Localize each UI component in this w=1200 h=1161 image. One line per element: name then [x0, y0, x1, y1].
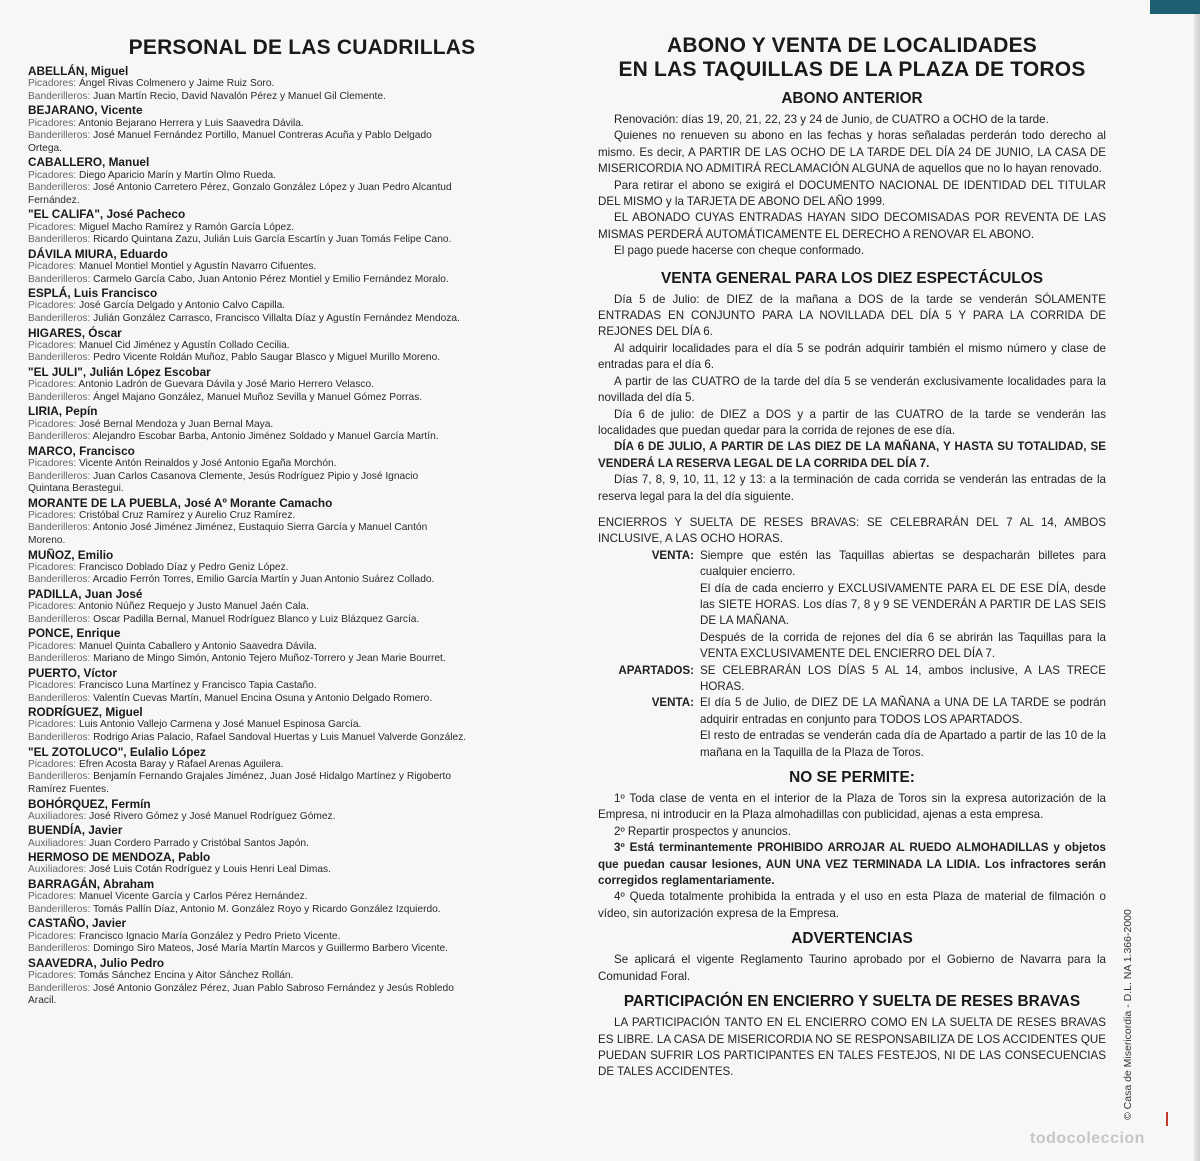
advertencias-heading: ADVERTENCIAS — [791, 930, 913, 948]
member-names: Juan Cordero Parrado y Cristóbal Santos Japón. — [89, 837, 309, 849]
torero-name: MUÑOZ, Emilio — [28, 547, 114, 562]
cuadrilla-line — [28, 864, 576, 877]
apartados-row — [598, 663, 1106, 696]
role-label: Picadores: — [28, 930, 77, 942]
venta-label: VENTA: — [651, 548, 694, 562]
venta-p5: DÍA 6 DE JULIO, A PARTIR DE LAS DIEZ DE LA MAÑANA, Y HASTA SU TOTALIDAD, SE VENDERÁ LA RESERVA LEGAL DE LA CORRIDA DEL DÍA 7. — [598, 440, 1106, 470]
role-label: Picadores: — [28, 509, 77, 521]
cuadrilla-line — [28, 680, 576, 693]
role-label: Picadores: — [28, 117, 77, 129]
torero-name: SAAVEDRA, Julio Pedro — [28, 955, 165, 970]
cuadrilla-line — [28, 431, 576, 444]
member-names: Ricardo Quintana Zazu, Julián Luis García Escartín y Juan Tomás Felipe Cano. — [93, 234, 452, 246]
cuadrilla-line — [28, 732, 576, 745]
cuadrilla-line — [28, 392, 576, 405]
role-label: Picadores: — [28, 561, 77, 573]
watermark-text: todocoleccion — [1030, 1130, 1145, 1147]
nopermite-p1: 1º Toda clase de venta en el interior de la Plaza de Toros sin la expresa autorización de la Empresa, ni introducir en la Plaza almohadillas con publicidad, ajenas a esta empresa. — [598, 792, 1106, 822]
member-names: José Antonio González Pérez, Juan Pablo Sabroso Fernández y Jesús Robledo — [93, 982, 454, 994]
role-label: Banderilleros: — [28, 312, 91, 324]
torero-name: ESPLÁ, Luis Francisco — [28, 286, 158, 301]
cuadrilla-entry — [28, 745, 576, 797]
cuadrilla-line — [28, 195, 576, 208]
member-names: Ángel Rivas Colmenero y Jaime Ruiz Soro. — [78, 78, 275, 90]
venta-p3: A partir de las CUATRO de la tarde del día 5 se venderán exclusivamente localidades para la novillada del día 5. — [598, 374, 1106, 405]
member-names: Tomás Pallín Díaz, Antonio M. González Royo y Ricardo González Izquierdo. — [92, 903, 441, 915]
cuadrilla-entry — [28, 850, 576, 877]
apartados-text: SE CELEBRARÁN LOS DÍAS 5 AL 14, ambos inclusive, A LAS TRECE HORAS. — [700, 663, 1106, 693]
cuadrilla-entry — [28, 797, 576, 824]
cuadrilla-line — [28, 300, 576, 313]
left-title: PERSONAL DE LAS CUADRILLAS — [128, 36, 476, 59]
member-names: Manuel Vicente García y Carlos Pérez Hernández. — [78, 891, 308, 903]
cuadrilla-line — [28, 614, 576, 627]
member-names: Diego Aparicio Marín y Martín Olmo Rueda. — [78, 169, 277, 181]
torero-name: CASTAÑO, Javier — [28, 916, 127, 931]
nopermite-p4: 4º Queda totalmente prohibida la entrada y el uso en esta Plaza de material de filmación o vídeo, sin autorización expresa de la Empresa. — [598, 890, 1106, 920]
cuadrilla-line — [28, 759, 576, 772]
member-names: Valentín Cuevas Martín, Manuel Encina Osuna y Antonio Delgado Romero. — [93, 692, 433, 704]
torero-name: "EL CALIFA", José Pacheco — [28, 207, 186, 222]
abono-p5: El pago puede hacerse con cheque conformado. — [614, 244, 865, 258]
role-label: Banderilleros: — [28, 431, 91, 443]
abono-p4: EL ABONADO CUYAS ENTRADAS HAYAN SIDO DECOMISADAS POR REVENTA DE LAS MISMAS PERDERÁ AUTOMÁTICAMENTE EL DERECHO A RENOVAR EL ABONO. — [598, 211, 1106, 241]
cuadrilla-line — [28, 234, 576, 247]
cuadrilla-line — [28, 943, 576, 956]
role-label: Banderilleros: — [28, 391, 91, 403]
role-label: Banderilleros: — [28, 470, 91, 482]
role-label: Picadores: — [28, 260, 77, 272]
role-label: Banderilleros: — [28, 613, 91, 625]
cuadrilla-entry — [28, 877, 576, 916]
venta-p1: Día 5 de Julio: de DIEZ de la mañana a DOS de la tarde se venderán SÓLAMENTE ENTRADAS EN CONJUNTO PARA LA NOVILLADA DEL DÍA 5 Y PARA LA CORRIDA DE REJONES DEL DÍA 6. — [598, 292, 1106, 339]
cuadrilla-line — [28, 78, 576, 91]
role-label: Picadores: — [28, 758, 77, 770]
role-label: Picadores: — [28, 379, 77, 391]
cuadrilla-entry — [28, 916, 576, 955]
cuadrilla-line — [28, 653, 576, 666]
encierros-venta-3: Después de la corrida de rejones del día 6 se abrirán las Taquillas para la VENTA EXCLUSIVAMENTE DEL ENCIERRO DEL DÍA 7. — [700, 630, 1106, 661]
role-label: Picadores: — [28, 719, 77, 731]
role-label: Picadores: — [28, 969, 77, 981]
role-label: Banderilleros: — [28, 692, 91, 704]
member-names: Julián González Carrasco, Francisco Villalta Díaz y Agustín Fernández Mendoza. — [93, 312, 460, 324]
torero-name: BARRAGÁN, Abraham — [28, 877, 155, 891]
role-label: Banderilleros: — [28, 234, 91, 246]
cuadrilla-line — [28, 811, 576, 824]
member-names: Pedro Vicente Roldán Muñoz, Pablo Saugar Blasco y Miguel Murillo Moreno. — [93, 352, 441, 364]
member-names: Carmelo García Cabo, Juan Antonio Pérez Montiel y Emilio Fernández Moralo. — [93, 273, 449, 285]
member-names: Manuel Quinta Caballero y Antonio Saavedra Dávila. — [78, 640, 317, 652]
role-label: Banderilleros: — [28, 522, 91, 534]
cuadrilla-entry — [28, 103, 576, 155]
cuadrilla-line — [28, 771, 576, 784]
role-label: Picadores: — [28, 221, 77, 233]
right-title — [598, 34, 1106, 82]
member-names: José Manuel Fernández Portillo, Manuel Contreras Acuña y Pablo Delgado — [93, 130, 432, 142]
member-names: Domingo Siro Mateos, José María Martín Marcos y Guillermo Barbero Vicente. — [93, 943, 448, 955]
member-names: Francisco Doblado Díaz y Pedro Geniz López. — [78, 561, 289, 573]
member-names: Mariano de Mingo Simón, Antonio Tejero Muñoz-Torrero y Jean Marie Bourret. — [93, 653, 446, 665]
cuadrilla-line — [28, 931, 576, 944]
nopermite-p3: 3º Está terminantemente PROHIBIDO ARROJAR AL RUEDO ALMOHADILLAS y objetos que puedan causar lesiones, AUN UNA VEZ TERMINADA LA LIDIA. Los infractores serán corregidos reglamentariamente. — [598, 841, 1106, 888]
encierros-venta-2: El día de cada encierro y EXCLUSIVAMENTE PARA EL DE ESE DÍA, desde las SIETE HORAS. Los días 7, 8 y 9 SE VENDERÁN A PARTIR DE LAS SEIS DE LA MAÑANA. — [700, 581, 1106, 628]
cuadrilla-line — [28, 340, 576, 353]
cuadrilla-entry — [28, 286, 576, 325]
member-names: Miguel Macho Ramírez y Ramón García López. — [78, 221, 295, 233]
cuadrilla-line — [28, 838, 576, 851]
cuadrilla-line — [28, 91, 576, 104]
role-label: Banderilleros: — [28, 90, 91, 102]
cuadrilla-line — [28, 143, 576, 156]
member-names: Francisco Ignacio María González y Pedro Prieto Vicente. — [78, 930, 341, 942]
role-label: Banderilleros: — [28, 903, 91, 915]
role-label: Banderilleros: — [28, 982, 91, 994]
role-label: Auxiliadores: — [28, 837, 87, 849]
torero-name: BEJARANO, Vicente — [28, 103, 143, 118]
cuadrilla-line — [28, 352, 576, 365]
nopermite-heading: NO SE PERMITE: — [789, 769, 915, 787]
abono-p1: Renovación: días 19, 20, 21, 22, 23 y 24 de Junio, de CUATRO a OCHO de la tarde. — [614, 113, 1049, 126]
encierros-venta-row — [598, 548, 1106, 663]
cuadrilla-entry — [28, 705, 576, 744]
cuadrilla-line — [28, 118, 576, 131]
role-label: Picadores: — [28, 418, 77, 430]
role-label: Picadores: — [28, 601, 77, 613]
torero-name: PONCE, Enrique — [28, 626, 121, 641]
member-names: Juan Carlos Casanova Clemente, Jesús Rodríguez Pipio y José Ignacio — [93, 470, 419, 482]
right-title-line-2: EN LAS TAQUILLAS DE LA PLAZA DE TOROS — [618, 58, 1086, 81]
role-label: Banderilleros: — [28, 771, 91, 783]
red-mark — [1166, 1112, 1168, 1126]
cuadrilla-line — [28, 693, 576, 706]
cuadrilla-line — [28, 784, 576, 797]
venta-p6: Días 7, 8, 9, 10, 11, 12 y 13: a la terminación de cada corrida se venderán las entradas de la reserva legal para la del día siguiente. — [598, 473, 1106, 503]
cuadrilla-line — [28, 904, 576, 917]
role-label: Banderilleros: — [28, 182, 91, 194]
right-column — [598, 28, 1106, 1081]
role-label: Auxiliadores: — [28, 864, 87, 876]
cuadrilla-entry — [28, 326, 576, 365]
cuadrilla-entry — [28, 404, 576, 443]
cuadrilla-line — [28, 130, 576, 143]
cuadrilla-entry — [28, 626, 576, 665]
cuadrilla-entry — [28, 207, 576, 246]
member-names: Oscar Padilla Bernal, Manuel Rodríguez Blanco y Luiz Blázquez García. — [93, 613, 420, 625]
torero-name: RODRÍGUEZ, Miguel — [28, 705, 143, 720]
torero-name: BOHÓRQUEZ, Fermín — [28, 796, 151, 811]
member-names: Rodrigo Arias Palacio, Rafael Sandoval Huertas y Luis Manuel Valverde González. — [93, 732, 467, 744]
participacion-heading: PARTICIPACIÓN EN ENCIERRO Y SUELTA DE RESES BRAVAS — [623, 993, 1081, 1011]
role-label: Auxiliadores: — [28, 810, 87, 822]
abono-p2: Quienes no renueven su abono en las fechas y horas señaladas perderán todo derecho al mismo. Es decir, A PARTIR DE LAS OCHO DE LA TARDE DEL DÍA 24 DE JUNIO, LA CASA DE MISERICORDIA NO ADMITIRÁ RECLAMACIÓN ALGUNA de aquellos que no lo hayan renovado. — [598, 129, 1106, 176]
member-names: Ramírez Fuentes. — [28, 784, 109, 796]
apartados-venta-2: El resto de entradas se venderán cada día de Apartado a partir de las 10 de la mañana en la Taquilla de la Plaza de Toros. — [700, 729, 1106, 759]
cuadrilla-entry — [28, 155, 576, 207]
member-names: Vicente Antón Reinaldos y José Antonio Egaña Morchón. — [78, 457, 337, 469]
apartados-venta-1: El día 5 de Julio, de DIEZ DE LA MAÑANA a UNA DE LA TARDE se podrán adquirir entradas en conjunto para TODOS LOS APARTADOS. — [700, 696, 1106, 726]
apartados-label: APARTADOS: — [618, 663, 694, 677]
role-label: Banderilleros: — [28, 273, 91, 285]
member-names: Ángel Majano González, Manuel Muñoz Sevilla y Manuel Gómez Porras. — [93, 391, 423, 403]
torero-name: HERMOSO DE MENDOZA, Pablo — [28, 850, 211, 865]
nopermite-p2: 2º Repartir prospectos y anuncios. — [614, 824, 791, 838]
role-label: Picadores: — [28, 78, 77, 90]
cuadrilla-line — [28, 574, 576, 587]
member-names: Arcadio Ferrón Torres, Emilio García Martín y Juan Antonio Suárez Collado. — [92, 574, 435, 586]
member-names: Tomás Sánchez Encina y Aitor Sánchez Rollán. — [78, 969, 294, 981]
member-names: José Antonio Carretero Pérez, Gonzalo González López y Juan Pedro Alcantud — [93, 182, 452, 194]
cuadrilla-line — [28, 274, 576, 287]
cuadrilla-line — [28, 222, 576, 235]
cuadrilla-entry — [28, 247, 576, 286]
member-names: José García Delgado y Antonio Calvo Capilla. — [78, 300, 286, 312]
cuadrilla-entry — [28, 64, 576, 103]
role-label: Banderilleros: — [28, 943, 91, 955]
cuadrilla-line — [28, 419, 576, 432]
cuadrilla-line — [28, 261, 576, 274]
cuadrilla-entry — [28, 496, 576, 548]
cuadrilla-entry — [28, 823, 576, 850]
advertencias-p1: Se aplicará el vigente Reglamento Taurino aprobado por el Gobierno de Navarra para la Comunidad Foral. — [598, 953, 1106, 983]
cuadrilla-line — [28, 535, 576, 548]
corner-tab — [1150, 0, 1200, 14]
role-label: Banderilleros: — [28, 732, 91, 744]
role-label: Picadores: — [28, 680, 77, 692]
member-names: Antonio Bejarano Herrera y Luis Saavedra Dávila. — [78, 117, 304, 129]
role-label: Banderilleros: — [28, 574, 91, 586]
role-label: Picadores: — [28, 300, 77, 312]
member-names: José Rivero Gómez y José Manuel Rodríguez Gómez. — [89, 810, 336, 822]
cuadrilla-line — [28, 641, 576, 654]
cuadrilla-line — [28, 182, 576, 195]
participacion-p1: LA PARTICIPACIÓN TANTO EN EL ENCIERRO COMO EN LA SUELTA DE RESES BRAVAS ES LIBRE. LA CASA DE MISERICORDIA NO SE RESPONSABILIZA DE LOS ACCIDENTES QUE PUEDAN SUFRIR LOS PARTICIPANTES EN TALES FESTEJOS, NI DE LAS CONSECUENCIAS DE TALES ACCIDENTES. — [598, 1016, 1106, 1079]
cuadrilla-line — [28, 970, 576, 983]
abono-heading: ABONO ANTERIOR — [781, 90, 923, 107]
venta-p2: Al adquirir localidades para el día 5 se podrán adquirir también el mismo número y clase de entradas para el día 6. — [598, 341, 1106, 372]
role-label: Banderilleros: — [28, 352, 91, 364]
encierros-lead: ENCIERROS Y SUELTA DE RESES BRAVAS: SE CELEBRARÁN DEL 7 AL 14, AMBOS INCLUSIVE, A LAS OCHO HORAS. — [598, 515, 1106, 546]
torero-name: HIGARES, Óscar — [28, 325, 122, 340]
venta-label-2: VENTA: — [651, 696, 694, 710]
member-names: Cristóbal Cruz Ramírez y Aurelio Cruz Ramírez. — [78, 509, 296, 521]
venta-heading: VENTA GENERAL PARA LOS DIEZ ESPECTÁCULOS — [661, 269, 1043, 287]
role-label: Banderilleros: — [28, 653, 91, 665]
apartados-venta-row — [598, 695, 1106, 761]
torero-name: ABELLÁN, Miguel — [28, 64, 129, 78]
role-label: Picadores: — [28, 169, 77, 181]
legal-deposit-text: © Casa de Misericordia - D.L. NA 1.366-2000 — [1122, 909, 1134, 1120]
member-names: Aracil. — [28, 995, 57, 1007]
member-names: Alejandro Escobar Barba, Antonio Jiménez Soldado y Manuel García Martín. — [92, 431, 439, 443]
role-label: Picadores: — [28, 457, 77, 469]
cuadrilla-line — [28, 379, 576, 392]
member-names: Luis Antonio Vallejo Carmena y José Manuel Espinosa García. — [78, 719, 362, 731]
member-names: Antonio Núñez Requejo y Justo Manuel Jaén Cala. — [78, 601, 309, 613]
member-names: Quintana Berastegui. — [28, 483, 124, 495]
cuadrilla-line — [28, 471, 576, 484]
torero-name: LIRIA, Pepín — [28, 404, 98, 419]
cuadrilla-line — [28, 510, 576, 523]
member-names: Benjamín Fernando Grajales Jiménez, Juan José Hidalgo Martínez y Rigoberto — [93, 771, 452, 783]
torero-name: BUENDÍA, Javier — [28, 823, 123, 838]
cuadrilla-line — [28, 719, 576, 732]
cuadrilla-line — [28, 458, 576, 471]
cuadrilla-entry — [28, 666, 576, 705]
cuadrilla-entry — [28, 365, 576, 404]
cuadrilla-line — [28, 995, 576, 1008]
torero-name: DÁVILA MIURA, Eduardo — [28, 246, 168, 261]
member-names: Juan Martín Recio, David Navalón Pérez y Manuel Gil Clemente. — [93, 90, 386, 102]
cuadrilla-line — [28, 483, 576, 496]
member-names: Efren Acosta Baray y Rafael Arenas Aguilera. — [78, 758, 284, 770]
right-title-line-1: ABONO Y VENTA DE LOCALIDADES — [666, 34, 1038, 57]
role-label: Picadores: — [28, 891, 77, 903]
page-edge — [1194, 0, 1200, 1161]
cuadrilla-line — [28, 170, 576, 183]
member-names: José Bernal Mendoza y Juan Bernal Maya. — [78, 418, 274, 430]
torero-name: PUERTO, Víctor — [28, 665, 117, 680]
member-names: Ortega. — [28, 142, 62, 154]
member-names: Moreno. — [28, 535, 66, 547]
torero-name: MORANTE DE LA PUEBLA, José Aº Morante Camacho — [28, 495, 333, 510]
torero-name: MARCO, Francisco — [28, 443, 135, 458]
left-column — [28, 28, 576, 1008]
torero-name: PADILLA, Juan José — [28, 587, 143, 602]
member-names: Manuel Montiel Montiel y Agustín Navarro Cifuentes. — [78, 260, 317, 272]
member-names: Francisco Luna Martínez y Francisco Tapia Castaño. — [78, 680, 317, 692]
cuadrilla-line — [28, 562, 576, 575]
member-names: Fernández. — [28, 194, 80, 206]
encierros-section — [598, 515, 1106, 761]
cuadrilla-line — [28, 313, 576, 326]
cuadrilla-entry — [28, 444, 576, 496]
torero-name: "EL JULI", Julián López Escobar — [28, 364, 211, 379]
torero-name: CABALLERO, Manuel — [28, 155, 150, 170]
cuadrilla-line — [28, 522, 576, 535]
cuadrilla-entry — [28, 956, 576, 1008]
venta-p4: Día 6 de julio: de DIEZ a DOS y a partir de las CUATRO de la tarde se venderán las localidades que puedan quedar para la corrida de rejones de ese día. — [598, 407, 1106, 437]
cuadrilla-entry — [28, 548, 576, 587]
encierros-venta-1: Siempre que estén las Taquillas abiertas se despacharán billetes para cualquier encierro. — [700, 548, 1106, 579]
member-names: Antonio Ladrón de Guevara Dávila y José Mario Herrero Velasco. — [78, 379, 375, 391]
cuadrilla-line — [28, 983, 576, 996]
abono-p3: Para retirar el abono se exigirá el DOCUMENTO NACIONAL DE IDENTIDAD DEL TITULAR DEL MISMO y la TARJETA DE ABONO DEL AÑO 1999. — [598, 178, 1106, 209]
cuadrilla-entry — [28, 587, 576, 626]
torero-name: "EL ZOTOLUCO", Eulalio López — [28, 744, 206, 759]
role-label: Banderilleros: — [28, 130, 91, 142]
role-label: Picadores: — [28, 640, 77, 652]
member-names: Manuel Cid Jiménez y Agustín Collado Cecilia. — [78, 339, 290, 351]
cuadrillas-list — [28, 64, 576, 1008]
member-names: Antonio José Jiménez Jiménez, Eustaquio Sierra García y Manuel Cantón — [92, 522, 428, 534]
member-names: José Luis Cotán Rodríguez y Louis Henri Leal Dimas. — [89, 864, 331, 876]
cuadrilla-line — [28, 601, 576, 614]
cuadrilla-line — [28, 891, 576, 904]
role-label: Picadores: — [28, 339, 77, 351]
